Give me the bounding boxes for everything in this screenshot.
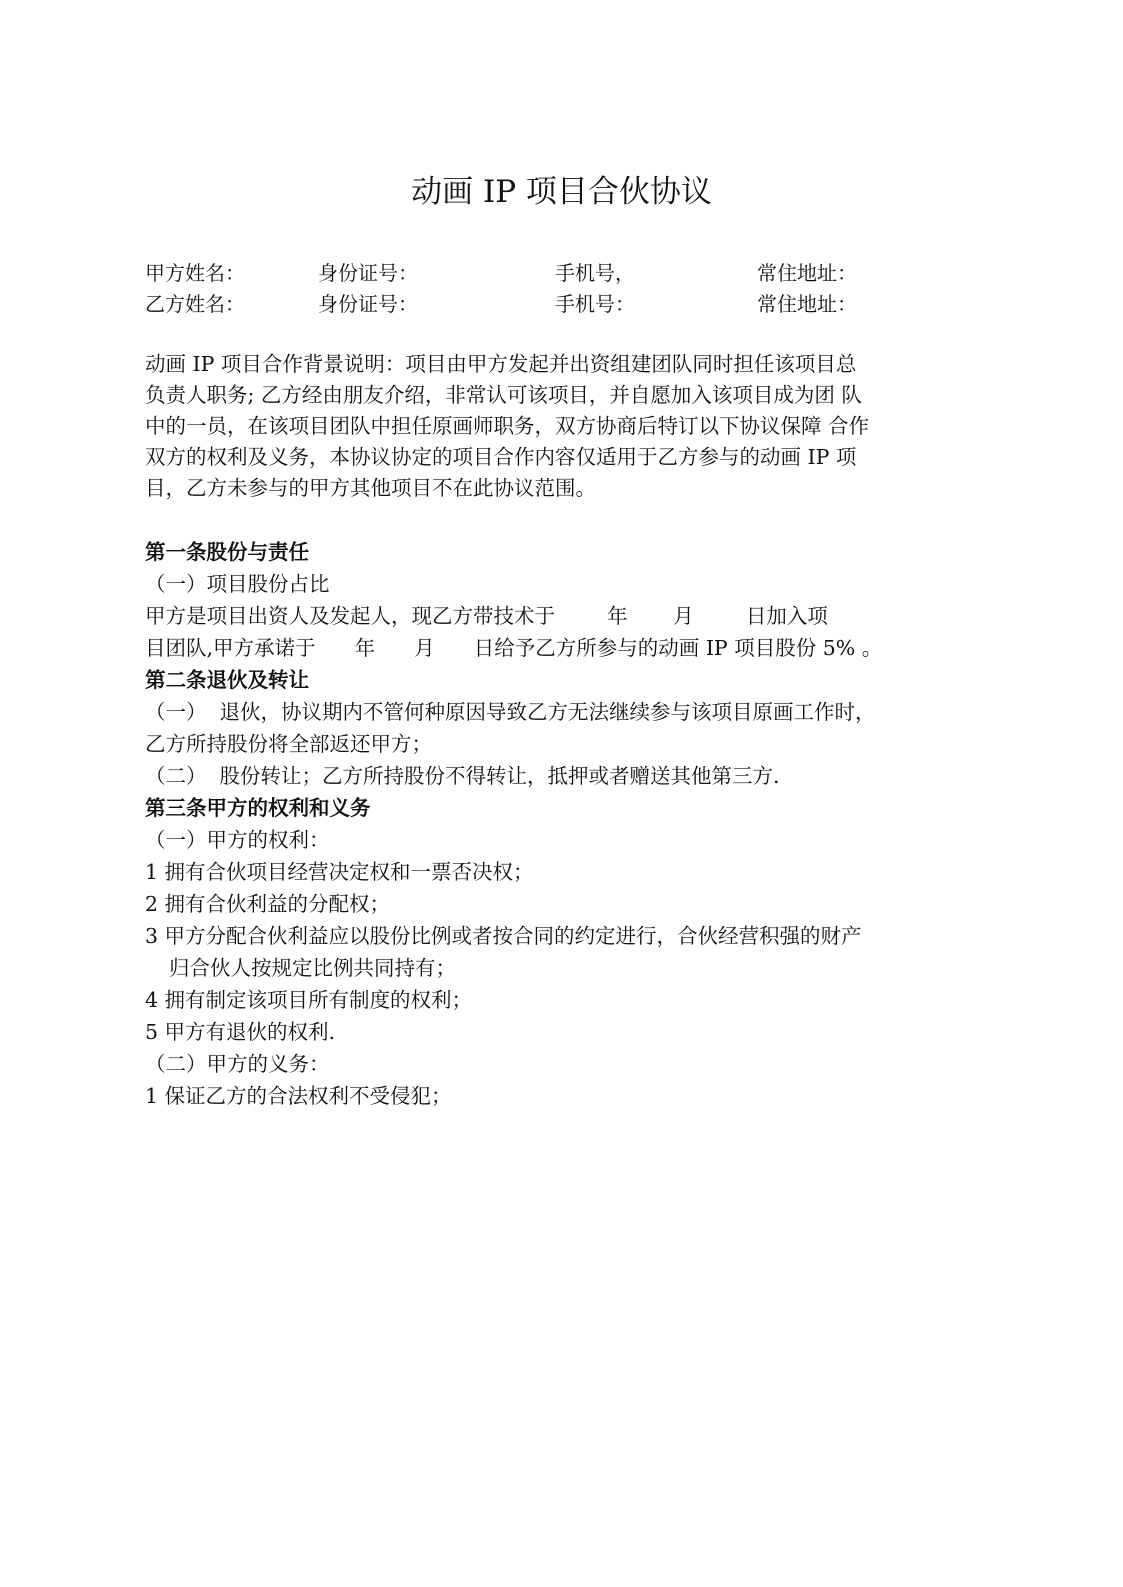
body-line: 4 拥有制定该项目所有制度的权利； — [145, 988, 473, 1012]
background-line: 中的一员，在该项目团队中担任原画师职务，双方协商后特订以下协议保障 合作 — [145, 414, 870, 438]
party-b-id-label: 身份证号： — [318, 292, 418, 316]
background-line: 目，乙方未参与的甲方其他项目不在此协议范围。 — [145, 476, 596, 500]
body-line: 3 甲方分配合伙利益应以股份比例或者按合同的约定进行，合伙经营积强的财产 — [145, 924, 862, 948]
body-line: （二） 股份转让；乙方所持股份不得转让，抵押或者赠送其他第三方. — [145, 764, 780, 788]
party-a-row — [145, 257, 1045, 287]
body-line: 目团队,甲方承诺于 年 月 日给予乙方所参与的动画 IP 项目股份 5% 。 — [145, 636, 883, 660]
body-line: 1 拥有合伙项目经营决定权和一票否决权； — [145, 860, 534, 884]
background-paragraph — [145, 349, 869, 504]
body-line: 5 甲方有退伙的权利. — [145, 1020, 336, 1044]
party-b-name-label: 乙方姓名： — [145, 292, 245, 316]
body-line: 2 拥有合伙利益的分配权； — [145, 892, 391, 916]
body-line: 甲方是项目出资人及发起人，现乙方带技术于 年 月 日加入项 — [145, 604, 828, 628]
party-b-phone-label: 手机号： — [555, 292, 635, 316]
party-b-address-label: 常住地址： — [757, 292, 857, 316]
body-line: 乙方所持股份将全部返还甲方； — [145, 732, 432, 756]
section-heading: 第一条股份与责任 — [145, 540, 309, 564]
body-line: 归合伙人按规定比例共同持有； — [169, 956, 456, 980]
party-b-row — [145, 288, 1045, 318]
body-line: 1 保证乙方的合法权利不受侵犯； — [145, 1084, 452, 1108]
body-line: （一）甲方的权利： — [145, 828, 330, 852]
body-line: （一）项目股份占比 — [145, 572, 330, 596]
section-heading: 第三条甲方的权利和义务 — [145, 796, 371, 820]
party-a-phone-label: 手机号， — [555, 261, 635, 285]
party-a-address-label: 常住地址： — [757, 261, 857, 285]
document-title: 动画 IP 项目合伙协议 — [411, 174, 712, 210]
section-heading: 第二条退伙及转让 — [145, 668, 309, 692]
background-line: 双方的权利及义务，本协议协定的项目合作内容仅适用于乙方参与的动画 IP 项 — [145, 445, 857, 469]
background-line: 动画 IP 项目合作背景说明：项目由甲方发起并出资组建团队同时担任该项目总 — [145, 352, 857, 376]
body-line: （一） 退伙，协议期内不管何种原因导致乙方无法继续参与该项目原画工作时， — [145, 700, 876, 724]
party-a-id-label: 身份证号： — [318, 261, 418, 285]
body-line: （二）甲方的义务： — [145, 1052, 330, 1076]
background-line: 负责人职务; 乙方经由朋友介绍，非常认可该项目，并自愿加入该项目成为团 队 — [145, 383, 862, 407]
agreement-body — [145, 536, 882, 1112]
party-a-name-label: 甲方姓名： — [145, 261, 245, 285]
